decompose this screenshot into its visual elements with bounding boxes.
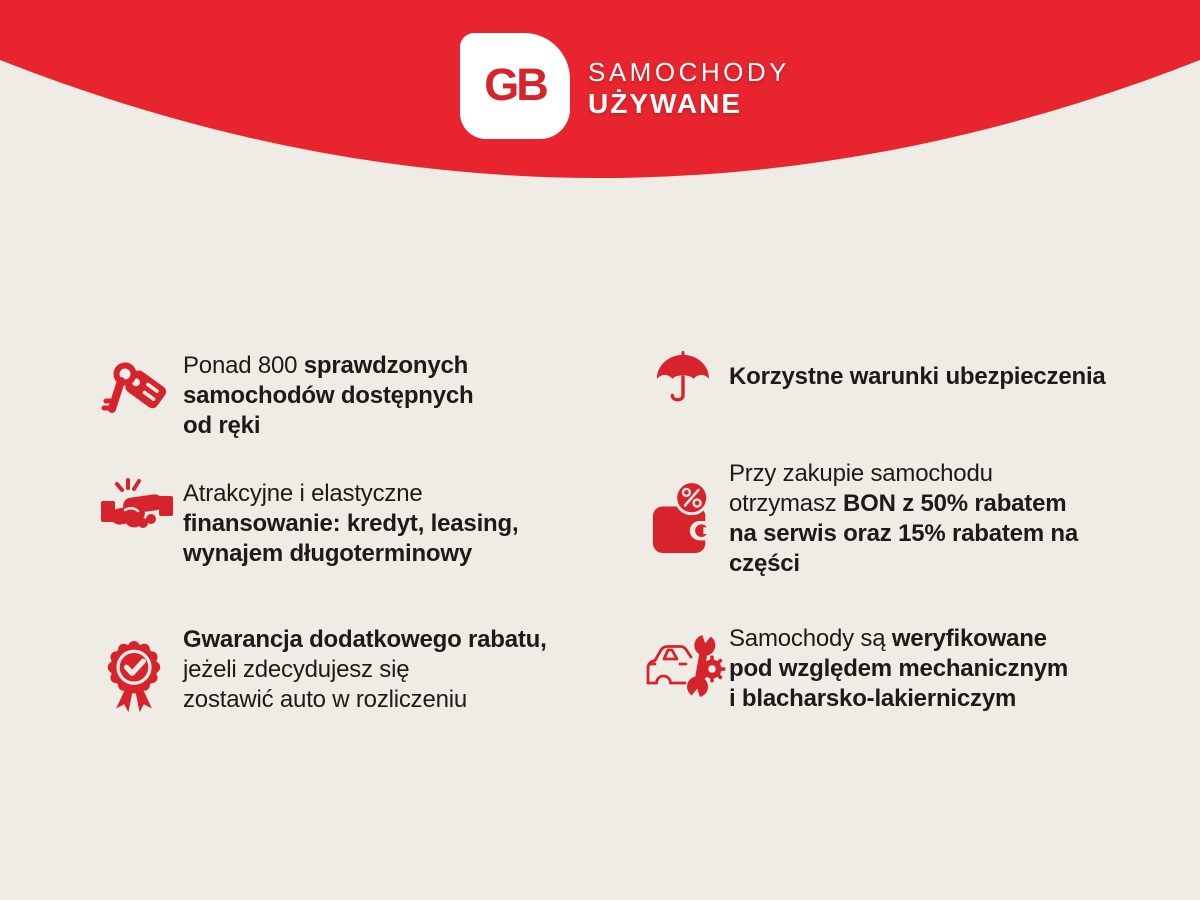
- car-keys-icon: [103, 360, 171, 426]
- umbrella-icon: [652, 350, 714, 408]
- brand-logo-card: [460, 33, 570, 139]
- brand-title-line2: UŻYWANE: [588, 88, 742, 119]
- feature-text-insurance: Korzystne warunki ubezpieczenia: [729, 363, 1106, 390]
- feature-text-financing: Atrakcyjne i elastyczne finansowanie: kredyt, leasing, wynajem długoterminowy: [183, 480, 519, 567]
- gb-logo: GB: [484, 58, 546, 110]
- award-badge-icon: [104, 639, 164, 718]
- wallet-discount-icon: [651, 481, 715, 561]
- feature-text-available-cars: Ponad 800 sprawdzonych samochodów dostępnych od ręki: [183, 352, 474, 439]
- feature-text-bonus: Przy zakupie samochodu otrzymasz BON z 50% rabatem na serwis oraz 15% rabatem na części: [729, 460, 1079, 577]
- handshake-icon: [101, 477, 173, 541]
- brand-title: [588, 57, 790, 120]
- brand-title-line1: SAMOCHODY: [588, 57, 790, 87]
- feature-text-guarantee: Gwarancja dodatkowego rabatu, jeżeli zdecydujesz się zostawić auto w rozliczeniu: [183, 626, 547, 713]
- car-service-icon: [643, 631, 719, 703]
- feature-text-verified: Samochody są weryfikowane pod względem mechanicznym i blacharsko-lakierniczym: [729, 625, 1069, 712]
